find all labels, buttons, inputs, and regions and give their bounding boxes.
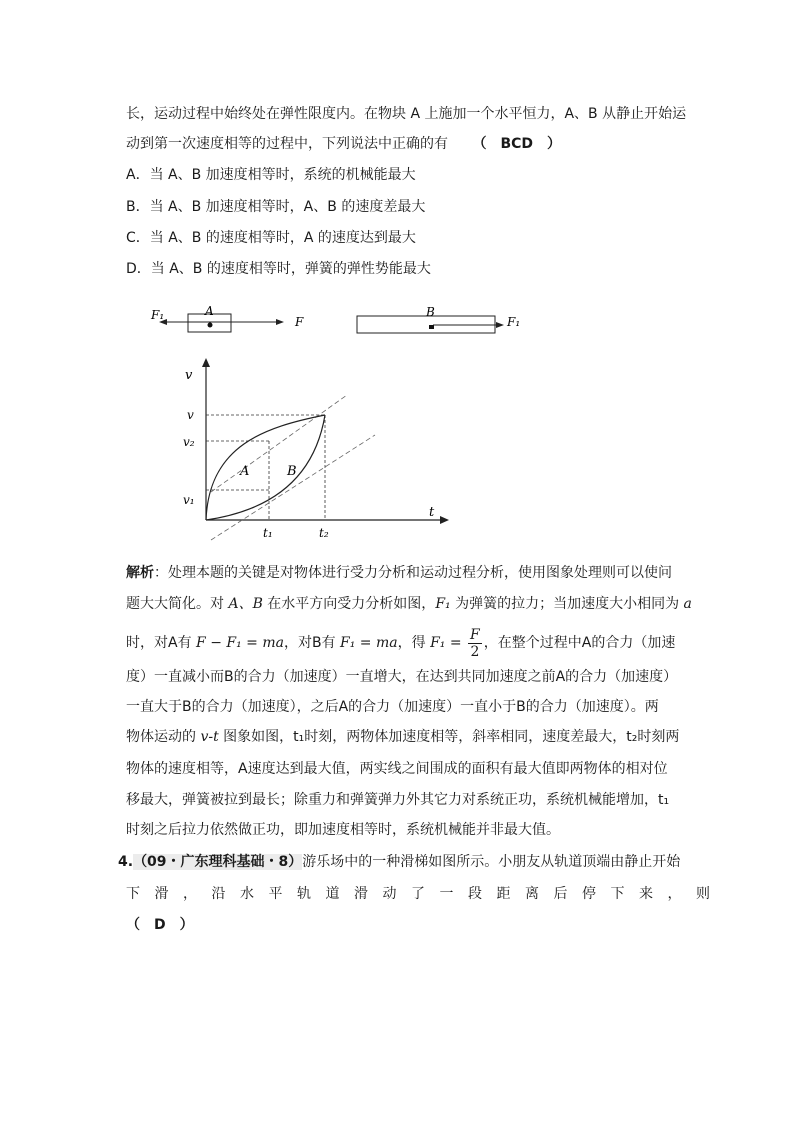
equation-result: F₁ =: [430, 635, 462, 651]
analysis-label: 解析: [126, 565, 154, 581]
force-f1-left-label: F₁: [151, 308, 165, 322]
option-c: C．当 A、B 的速度相等时，A 的速度达到最大: [126, 230, 416, 246]
arrow-right-icon: [276, 319, 284, 325]
analysis-line-6: [126, 727, 679, 747]
math-ab: A、B: [228, 596, 263, 612]
force-diagram: [145, 300, 545, 340]
question-number: 4.: [118, 854, 134, 870]
analysis-text: 在水平方向受力分析如图，: [262, 596, 436, 612]
y-axis-label: v: [185, 368, 193, 383]
force-f1-right-label: F₁: [507, 315, 521, 329]
question-text: 动到第一次速度相等的过程中，下列说法中正确的有: [126, 136, 448, 152]
analysis-text: 题大大简化。对: [126, 596, 229, 612]
y-tick-v: v: [187, 408, 194, 422]
math-f1: F₁: [435, 596, 451, 612]
question-4-line-2: 下滑，沿水平轨道滑动了一段距离后停下来，则: [126, 886, 725, 902]
question-4-line-1: [118, 852, 680, 872]
curve-b-label: B: [287, 464, 297, 479]
point-a: [208, 323, 213, 328]
equation-a: F − F₁ = ma: [196, 635, 284, 651]
analysis-text: 为弹簧的拉力；当加速度大小相同为: [450, 596, 684, 612]
vt-graph: [175, 355, 465, 545]
x-tick-t2: t₂: [319, 526, 329, 540]
y-tick-v1: v₁: [183, 493, 195, 507]
question-text-line-1: 长，运动过程中始终处在弹性限度内。在物块 A 上施加一个水平恒力，A、B 从静止开始运: [126, 106, 687, 122]
math-a: a: [683, 596, 692, 612]
curve-a: [206, 415, 325, 520]
fraction-f-over-2: [468, 627, 482, 660]
x-axis-arrow-icon: [440, 516, 449, 524]
fraction-bottom: 2: [470, 643, 480, 660]
analysis-line-8: 移最大，弹簧被拉到最长；除重力和弹簧弹力外其它力对系统正功，系统机械能增加，t₁: [126, 792, 670, 808]
question-source: （09・广东理科基础・8）: [133, 854, 303, 870]
analysis-text: 物体运动的: [126, 729, 201, 745]
tangent-a: [211, 395, 347, 492]
analysis-text: 图象如图，t₁时刻，两物体加速度相等，斜率相同，速度差最大，t₂时刻两: [218, 729, 680, 745]
analysis-text: ，对B有: [283, 635, 336, 651]
answer-d: （ D ）: [126, 917, 194, 933]
option-a: A．当 A、B 加速度相等时，系统的机械能最大: [126, 167, 416, 183]
analysis-line-7: 物体的速度相等，A速度达到最大值，两实线之间围成的面积有最大值即两物体的相对位: [126, 761, 668, 777]
analysis-line-4: 度）一直减小而B的合力（加速度）一直增大，在达到共同加速度之前A的合力（加速度）: [126, 669, 678, 685]
question-text-line-2: [126, 134, 561, 154]
analysis-line-5: 一直大于B的合力（加速度），之后A的合力（加速度）一直小于B的合力（加速度）。两: [126, 699, 659, 715]
option-b: B．当 A、B 加速度相等时，A、B 的速度差最大: [126, 199, 426, 215]
analysis-text: 时，对A有: [126, 635, 192, 651]
question-text: 游乐场中的一种滑梯如图所示。小朋友从轨道顶端由静止开始: [302, 854, 681, 870]
option-d: D．当 A、B 的速度相等时，弹簧的弹性势能最大: [126, 261, 431, 277]
analysis-line-9: 时刻之后拉力依然做正功，即加速度相等时，系统机械能并非最大值。: [126, 822, 560, 838]
analysis-text: ：处理本题的关键是对物体进行受力分析和运动过程分析，使用图象处理则可以使问: [154, 565, 672, 581]
curve-a-label: A: [240, 464, 250, 479]
point-b: [429, 325, 434, 329]
arrow-right-icon: [496, 322, 504, 328]
analysis-line-1: [126, 563, 672, 583]
equation-b: F₁ = ma: [340, 635, 398, 651]
answer-bcd: （ BCD ）: [472, 136, 562, 152]
y-axis-arrow-icon: [202, 358, 210, 367]
force-f-label: F: [295, 315, 304, 329]
block-a-label: A: [205, 304, 214, 318]
analysis-line-2: [126, 594, 692, 614]
x-axis-label: t: [429, 505, 435, 520]
y-tick-v2: v₂: [183, 435, 195, 449]
fraction-top: F: [470, 626, 480, 643]
curve-b: [206, 415, 325, 520]
analysis-line-3: [126, 626, 675, 660]
block-b-label: B: [426, 305, 435, 319]
math-vt: v-t: [200, 729, 219, 745]
analysis-text: ，得: [397, 635, 426, 651]
x-tick-t1: t₁: [263, 526, 273, 540]
analysis-text: ，在整个过程中A的合力（加速: [483, 635, 676, 651]
